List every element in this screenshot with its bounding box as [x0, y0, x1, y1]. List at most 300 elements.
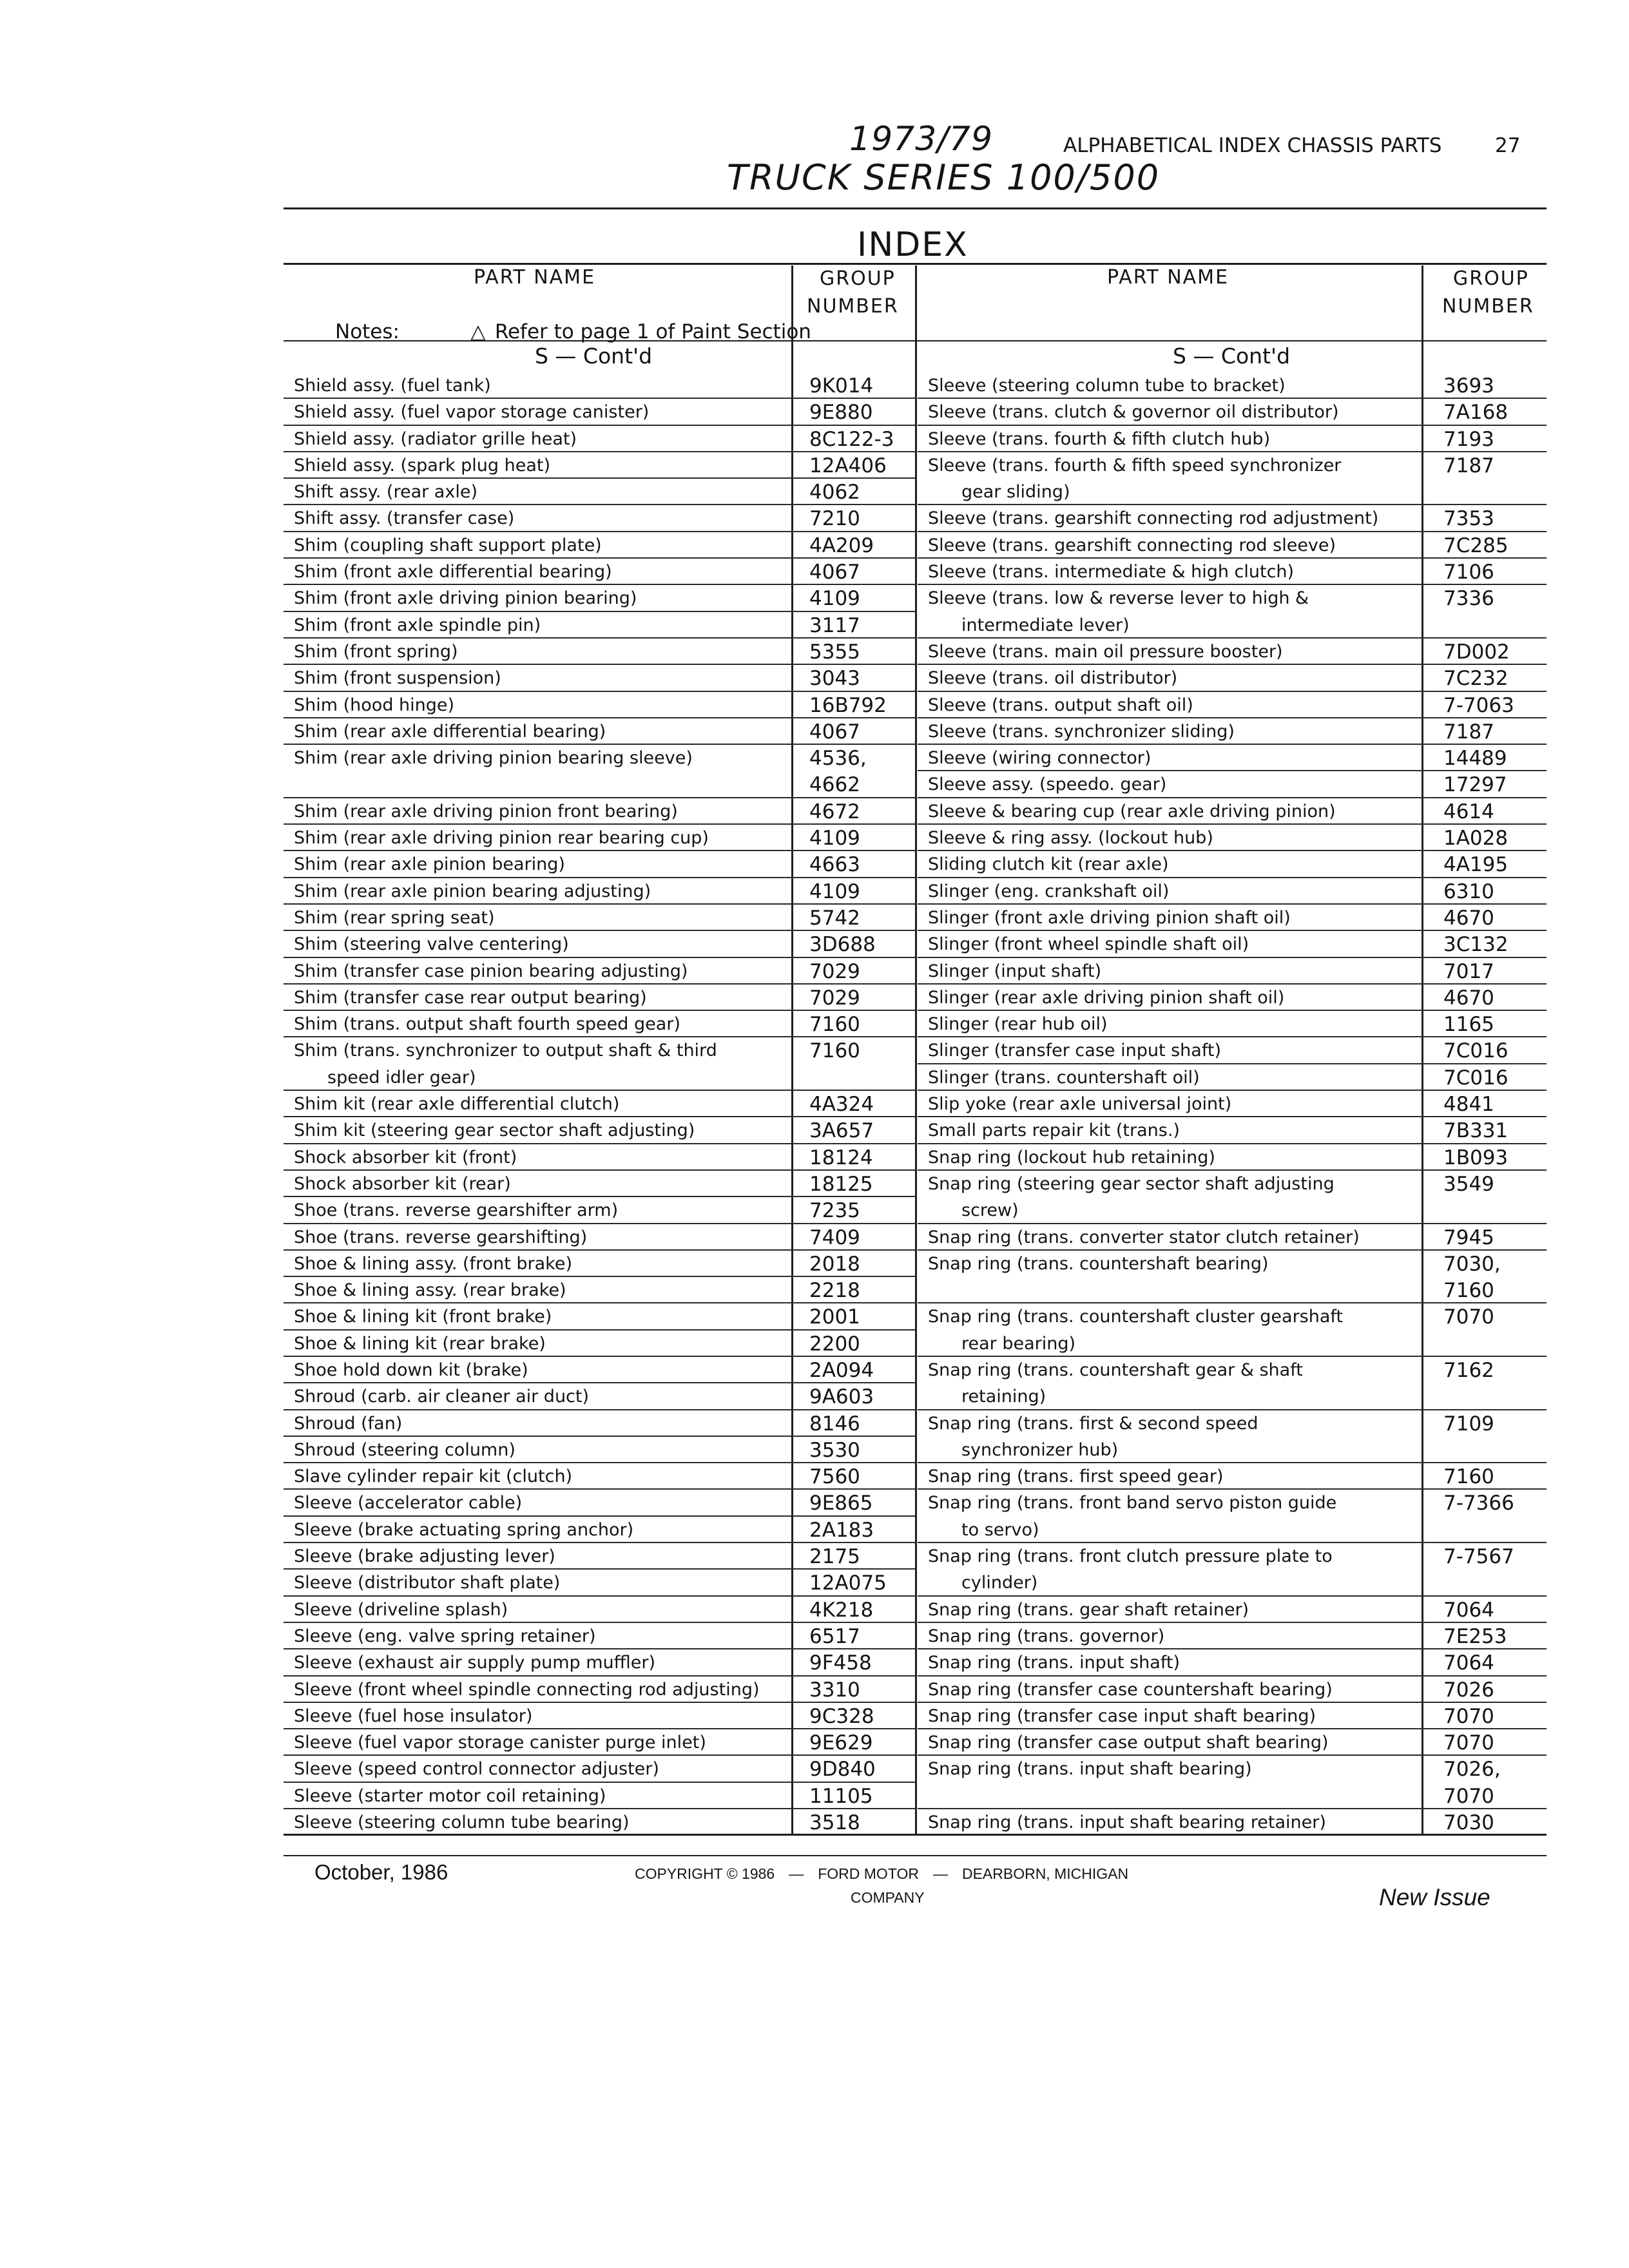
part-name: Snap ring (trans. first speed gear)	[928, 1466, 1224, 1487]
part-name: Sleeve (distributor shaft plate)	[294, 1573, 561, 1593]
part-name: Sleeve (wiring connector)	[928, 748, 1152, 769]
group-number: 7D002	[1443, 640, 1510, 664]
group-number: 9E629	[809, 1731, 873, 1755]
group-number: 7026	[1443, 1678, 1494, 1702]
header-top-rule	[284, 263, 1547, 265]
group-number: 3117	[809, 613, 860, 637]
table-row	[918, 931, 1547, 957]
part-name: Sleeve (trans. fourth & fifth clutch hub)	[928, 428, 1271, 449]
table-row	[918, 771, 1547, 798]
group-number: 7106	[1443, 561, 1494, 584]
group-number: 4670	[1443, 906, 1494, 930]
group-number: 7160	[809, 1039, 860, 1063]
part-name: Slinger (front wheel spindle shaft oil)	[928, 934, 1249, 955]
table-row	[284, 851, 915, 878]
group-number: 4067	[809, 561, 860, 584]
table-row	[284, 718, 915, 745]
table-row	[284, 1597, 915, 1623]
table-row	[284, 585, 915, 611]
company-suffix: COMPANY	[851, 1889, 925, 1906]
table-row	[918, 479, 1547, 505]
table-row	[918, 1597, 1547, 1623]
table-row	[918, 878, 1547, 905]
page-title: ALPHABETICAL INDEX CHASSIS PARTS	[1063, 134, 1442, 157]
group-number: 4672	[809, 800, 860, 823]
group-number: 2A094	[809, 1358, 874, 1382]
group-number: 7017	[1443, 959, 1494, 983]
part-name: Shoe & lining kit (front brake)	[294, 1307, 552, 1327]
table-row	[918, 1251, 1547, 1277]
part-name: Sleeve (driveline splash)	[294, 1599, 508, 1620]
table-row	[918, 399, 1547, 425]
part-name: Shoe (trans. reverse gearshifter arm)	[294, 1200, 619, 1221]
group-number: 4109	[809, 827, 860, 850]
catalog-year: 1973/79	[849, 120, 994, 159]
table-row	[918, 1517, 1547, 1543]
group-number: 4A209	[809, 533, 874, 557]
table-row	[284, 479, 915, 505]
group-number: 3693	[1443, 374, 1494, 398]
table-row	[918, 532, 1547, 559]
table-row	[918, 1410, 1547, 1437]
table-row	[284, 692, 915, 718]
footer-rule	[284, 1855, 1547, 1856]
table-row	[284, 1357, 915, 1383]
group-number: 7160	[1443, 1279, 1494, 1303]
group-number: 6517	[809, 1624, 860, 1648]
center-divider	[915, 265, 917, 1834]
part-name: Sleeve (exhaust air supply pump muffler)	[294, 1653, 655, 1673]
table-row	[918, 1331, 1547, 1357]
table-row	[284, 1171, 915, 1197]
table-row	[284, 771, 915, 798]
group-number: 18124	[809, 1146, 873, 1169]
table-row	[918, 1756, 1547, 1782]
group-number: 4K218	[809, 1598, 874, 1622]
table-row	[284, 825, 915, 851]
right-part-name-header: PART NAME	[1107, 266, 1229, 289]
part-name: Shield assy. (fuel vapor storage canister)	[294, 402, 650, 423]
table-row	[284, 1037, 915, 1064]
notes-label: Notes:	[335, 320, 400, 343]
table-row	[918, 1277, 1547, 1303]
right-group-header-line2: NUMBER	[1442, 295, 1534, 318]
part-name: Sleeve (trans. gearshift connecting rod sleeve)	[928, 535, 1336, 555]
table-row	[918, 559, 1547, 585]
table-row	[284, 798, 915, 825]
group-number: 6310	[1443, 879, 1494, 903]
part-name: Sleeve (accelerator cable)	[294, 1493, 523, 1514]
table-row	[284, 1703, 915, 1729]
table-row	[284, 1410, 915, 1437]
table-row	[918, 1729, 1547, 1756]
group-number: 7C232	[1443, 667, 1509, 691]
table-row	[284, 639, 915, 665]
table-row	[284, 372, 915, 399]
group-number: 4841	[1443, 1093, 1494, 1117]
part-name: Shim (front spring)	[294, 641, 458, 662]
group-number: 2175	[809, 1545, 860, 1569]
group-number: 3A657	[809, 1119, 874, 1143]
table-row	[284, 1490, 915, 1516]
group-number: 7070	[1443, 1704, 1494, 1728]
part-name: Sleeve (trans. clutch & governor oil distributor)	[928, 402, 1339, 423]
part-name: Shim (rear spring seat)	[294, 907, 495, 928]
part-name: Snap ring (trans. front band servo piston guide	[928, 1493, 1337, 1514]
part-name: Snap ring (trans. input shaft)	[928, 1653, 1180, 1673]
group-number: 9F458	[809, 1651, 872, 1675]
group-number: 3310	[809, 1678, 860, 1702]
table-row	[284, 1677, 915, 1703]
part-name: Snap ring (trans. countershaft cluster gearshaft	[928, 1307, 1344, 1327]
part-name: Sleeve (trans. low & reverse lever to high &	[928, 588, 1309, 609]
company-name: FORD MOTOR	[818, 1865, 919, 1882]
copyright-dash: —	[789, 1865, 804, 1882]
group-number: 2A183	[809, 1518, 874, 1542]
part-name: Shim (coupling shaft support plate)	[294, 535, 602, 555]
group-number: 7162	[1443, 1358, 1494, 1382]
right-section-heading: S — Cont'd	[1173, 343, 1291, 369]
part-name: Shift assy. (rear axle)	[294, 482, 477, 503]
group-number: 7E253	[1443, 1624, 1507, 1648]
table-bottom-rule	[284, 1834, 1547, 1836]
part-name: Shim (front axle spindle pin)	[294, 615, 541, 635]
footer-copyright	[635, 1865, 1128, 1883]
part-name: rear bearing)	[961, 1333, 1076, 1354]
left-group-header-line1: GROUP	[820, 267, 896, 290]
group-number: 7070	[1443, 1784, 1494, 1808]
table-row	[284, 505, 915, 532]
table-row	[918, 1490, 1547, 1516]
page-number: 27	[1495, 134, 1521, 157]
group-number: 1A028	[1443, 827, 1509, 850]
part-name: Shoe hold down kit (brake)	[294, 1360, 528, 1380]
left-group-header-line2: NUMBER	[807, 295, 899, 318]
location-dash: —	[932, 1865, 948, 1882]
part-name: Snap ring (trans. input shaft bearing retainer)	[928, 1812, 1326, 1833]
part-name: Sleeve & ring assy. (lockout hub)	[928, 828, 1213, 849]
table-row	[284, 1729, 915, 1756]
table-row	[284, 1783, 915, 1809]
part-name: Snap ring (trans. governor)	[928, 1626, 1165, 1646]
part-name: Sleeve (trans. synchronizer sliding)	[928, 721, 1235, 742]
part-name: Sleeve (trans. main oil pressure booster)	[928, 641, 1283, 662]
table-row	[284, 612, 915, 639]
group-number: 7C285	[1443, 533, 1509, 557]
group-number: 9E865	[809, 1492, 873, 1515]
group-number: 7560	[809, 1465, 860, 1489]
part-name: retaining)	[961, 1387, 1046, 1407]
part-name: Shoe & lining assy. (front brake)	[294, 1253, 572, 1274]
part-name: Sleeve (steering column tube bearing)	[294, 1812, 630, 1833]
table-row	[918, 612, 1547, 639]
part-name: Shim (trans. synchronizer to output shaft & third	[294, 1041, 717, 1061]
group-number: 7064	[1443, 1651, 1494, 1675]
copyright-text: COPYRIGHT © 1986	[635, 1865, 775, 1882]
table-row	[918, 1570, 1547, 1596]
table-row	[918, 452, 1547, 479]
part-name: Shock absorber kit (front)	[294, 1147, 517, 1168]
group-number: 4062	[809, 481, 860, 505]
group-number: 7235	[809, 1199, 860, 1223]
group-number: 14489	[1443, 747, 1507, 771]
table-row	[284, 559, 915, 585]
part-name: Sleeve (fuel hose insulator)	[294, 1706, 533, 1726]
table-row	[284, 1623, 915, 1649]
table-row	[918, 1037, 1547, 1064]
part-name: Snap ring (trans. first & second speed	[928, 1413, 1258, 1434]
part-name: to servo)	[961, 1519, 1039, 1540]
table-row	[918, 1171, 1547, 1197]
group-number: 4A195	[1443, 853, 1509, 877]
group-number: 5355	[809, 640, 860, 664]
part-name: Snap ring (transfer case countershaft bearing)	[928, 1679, 1333, 1700]
part-name: Snap ring (trans. countershaft gear & shaft	[928, 1360, 1303, 1380]
group-number: 7-7567	[1443, 1545, 1514, 1569]
table-row	[918, 958, 1547, 985]
part-name: Slinger (rear hub oil)	[928, 1014, 1108, 1035]
group-number: 7064	[1443, 1598, 1494, 1622]
group-number: 3D688	[809, 933, 876, 957]
part-name: Slinger (eng. crankshaft oil)	[928, 881, 1170, 901]
part-name: Shim (transfer case rear output bearing)	[294, 987, 647, 1008]
table-row	[284, 1197, 915, 1224]
part-name: Sleeve (brake adjusting lever)	[294, 1546, 555, 1567]
group-number: 7945	[1443, 1225, 1494, 1249]
group-number: 9C328	[809, 1704, 874, 1728]
part-name: Sleeve assy. (speedo. gear)	[928, 774, 1167, 795]
group-number: 9A603	[809, 1385, 874, 1409]
table-row	[918, 1383, 1547, 1410]
table-row	[284, 1251, 915, 1277]
table-row	[918, 1623, 1547, 1649]
right-parts-table	[918, 372, 1547, 1836]
group-number: 2200	[809, 1332, 860, 1356]
part-name: Shoe & lining kit (rear brake)	[294, 1333, 546, 1354]
table-row	[918, 1303, 1547, 1330]
table-row	[284, 1117, 915, 1144]
table-row	[918, 426, 1547, 452]
part-name: Shim kit (steering gear sector shaft adjusting)	[294, 1120, 695, 1141]
group-number: 7070	[1443, 1305, 1494, 1329]
table-row	[284, 878, 915, 905]
table-row	[918, 505, 1547, 532]
top-rule	[284, 207, 1547, 209]
part-name: Shoe (trans. reverse gearshifting)	[294, 1227, 588, 1247]
part-name: Shock absorber kit (rear)	[294, 1173, 511, 1194]
part-name: Shim (hood hinge)	[294, 695, 455, 715]
group-number: 12A075	[809, 1571, 887, 1595]
part-name: Shim (rear axle pinion bearing)	[294, 854, 565, 875]
part-name: Shield assy. (radiator grille heat)	[294, 428, 577, 449]
footer-date: October, 1986	[314, 1860, 448, 1884]
part-name: Snap ring (trans. gear shaft retainer)	[928, 1599, 1249, 1620]
table-row	[918, 692, 1547, 718]
table-row	[284, 426, 915, 452]
table-row	[284, 532, 915, 559]
part-name: Snap ring (steering gear sector shaft adjusting	[928, 1173, 1335, 1194]
group-number: 4067	[809, 720, 860, 744]
part-name: Snap ring (trans. input shaft bearing)	[928, 1759, 1252, 1780]
table-row	[918, 851, 1547, 878]
part-name: Sleeve (trans. intermediate & high clutch)	[928, 562, 1295, 582]
table-row	[284, 1543, 915, 1570]
part-name: Shoe & lining assy. (rear brake)	[294, 1280, 566, 1301]
group-number: 18125	[809, 1172, 873, 1196]
table-row	[918, 798, 1547, 825]
group-number: 4536,	[809, 747, 867, 771]
part-name: Sleeve (starter motor coil retaining)	[294, 1785, 606, 1806]
part-name: Shim (steering valve centering)	[294, 934, 569, 955]
part-name: intermediate lever)	[961, 615, 1130, 635]
part-name: Sleeve (steering column tube to bracket)	[928, 376, 1286, 396]
right-group-header-line1: GROUP	[1453, 267, 1529, 290]
table-row	[284, 931, 915, 957]
group-number: 7160	[1443, 1465, 1494, 1489]
part-name: Sliding clutch kit (rear axle)	[928, 854, 1169, 875]
group-number: 3530	[809, 1438, 860, 1462]
table-row	[284, 1064, 915, 1091]
group-number: 7409	[809, 1225, 860, 1249]
group-number: 7B331	[1443, 1119, 1509, 1143]
part-name: Slinger (transfer case input shaft)	[928, 1041, 1221, 1061]
group-number: 3C132	[1443, 933, 1509, 957]
group-number: 7030,	[1443, 1252, 1501, 1276]
table-row	[918, 1809, 1547, 1836]
table-row	[918, 985, 1547, 1011]
table-row	[284, 1809, 915, 1836]
table-row	[918, 1197, 1547, 1224]
part-name: Sleeve (trans. gearshift connecting rod adjustment)	[928, 508, 1379, 529]
part-name: Sleeve (fuel vapor storage canister purge inlet)	[294, 1733, 706, 1753]
group-number: 7160	[809, 1013, 860, 1037]
table-row	[284, 1463, 915, 1490]
table-row	[284, 665, 915, 691]
group-number: 1B093	[1443, 1146, 1509, 1169]
group-number: 7193	[1443, 427, 1494, 451]
group-number: 17297	[1443, 773, 1507, 797]
group-number: 1165	[1443, 1013, 1494, 1037]
table-row	[918, 1357, 1547, 1383]
table-row	[918, 665, 1547, 691]
part-name: Slinger (front axle driving pinion shaft oil)	[928, 907, 1291, 928]
table-row	[918, 718, 1547, 745]
part-name: Shim (trans. output shaft fourth speed gear)	[294, 1014, 680, 1035]
group-number: 9K014	[809, 374, 874, 398]
table-row	[284, 985, 915, 1011]
table-row	[918, 1677, 1547, 1703]
table-row	[284, 1570, 915, 1596]
group-number: 4109	[809, 879, 860, 903]
group-number: 7187	[1443, 454, 1494, 477]
part-name: Shift assy. (transfer case)	[294, 508, 515, 529]
part-name: Shim (rear axle driving pinion bearing sleeve)	[294, 748, 693, 769]
part-name: Sleeve (front wheel spindle connecting rod adjusting)	[294, 1679, 760, 1700]
table-row	[918, 585, 1547, 611]
group-number: 9D840	[809, 1758, 876, 1782]
part-name: Shroud (carb. air cleaner air duct)	[294, 1387, 590, 1407]
group-number: 7070	[1443, 1731, 1494, 1755]
table-row	[918, 905, 1547, 931]
table-row	[918, 1463, 1547, 1490]
part-name: Snap ring (lockout hub retaining)	[928, 1147, 1215, 1168]
group-number: 7210	[809, 507, 860, 531]
part-name: Shield assy. (fuel tank)	[294, 376, 491, 396]
paint-reference-triangle-icon: △	[470, 320, 486, 343]
part-name: Snap ring (trans. front clutch pressure plate to	[928, 1546, 1333, 1567]
part-name: Slinger (input shaft)	[928, 961, 1102, 981]
group-number: 7A168	[1443, 401, 1509, 425]
part-name: Snap ring (trans. countershaft bearing)	[928, 1253, 1269, 1274]
part-name: gear sliding)	[961, 482, 1070, 503]
table-row	[918, 1011, 1547, 1037]
issue-status: New Issue	[1379, 1884, 1490, 1910]
group-number: 8146	[809, 1412, 860, 1436]
group-number: 16B792	[809, 693, 887, 717]
table-row	[918, 1649, 1547, 1676]
table-row	[918, 825, 1547, 851]
part-name: Shim (rear axle driving pinion rear bearing cup)	[294, 828, 709, 849]
table-row	[918, 1144, 1547, 1171]
part-name: Shim (rear axle driving pinion front bearing)	[294, 801, 678, 822]
left-section-heading: S — Cont'd	[535, 343, 653, 369]
group-number: 3549	[1443, 1172, 1494, 1196]
group-number: 7-7366	[1443, 1492, 1514, 1515]
table-row	[284, 1383, 915, 1410]
part-name: Shim kit (rear axle differential clutch)	[294, 1094, 620, 1115]
index-title: INDEX	[857, 226, 969, 264]
group-number: 11105	[809, 1784, 873, 1808]
group-number: 7029	[809, 986, 860, 1010]
part-name: Shim (front suspension)	[294, 668, 501, 689]
group-number: 4663	[809, 853, 860, 877]
left-part-name-header: PART NAME	[474, 266, 596, 289]
table-row	[918, 1091, 1547, 1117]
group-number: 7030	[1443, 1811, 1494, 1835]
group-number: 2018	[809, 1252, 860, 1276]
part-name: synchronizer hub)	[961, 1439, 1119, 1460]
group-number: 7109	[1443, 1412, 1494, 1436]
group-number: 12A406	[809, 454, 887, 477]
part-name: Sleeve & bearing cup (rear axle driving pinion)	[928, 801, 1336, 822]
table-row	[284, 452, 915, 479]
table-row	[918, 1064, 1547, 1091]
part-name: Small parts repair kit (trans.)	[928, 1120, 1180, 1141]
table-row	[284, 399, 915, 425]
table-row	[284, 1224, 915, 1251]
part-name: Slave cylinder repair kit (clutch)	[294, 1466, 573, 1487]
group-number: 7C016	[1443, 1039, 1509, 1063]
group-number: 8C122-3	[809, 427, 894, 451]
group-number: 4A324	[809, 1093, 874, 1117]
table-row	[284, 745, 915, 771]
group-number: 7026,	[1443, 1758, 1501, 1782]
group-number: 7C016	[1443, 1066, 1509, 1090]
table-row	[918, 639, 1547, 665]
part-name: screw)	[961, 1200, 1019, 1221]
table-row	[284, 1011, 915, 1037]
part-name: Shroud (fan)	[294, 1413, 403, 1434]
part-name: Shim (front axle differential bearing)	[294, 562, 612, 582]
part-name: Snap ring (trans. converter stator clutch retainer)	[928, 1227, 1360, 1247]
group-number: 7-7063	[1443, 693, 1514, 717]
group-number: 9E880	[809, 401, 873, 425]
notes-text: Refer to page 1 of Paint Section	[494, 320, 811, 343]
truck-series: TRUCK SERIES 100/500	[727, 157, 1161, 198]
table-row	[284, 1144, 915, 1171]
part-name: Shield assy. (spark plug heat)	[294, 455, 551, 476]
group-number: 7029	[809, 959, 860, 983]
